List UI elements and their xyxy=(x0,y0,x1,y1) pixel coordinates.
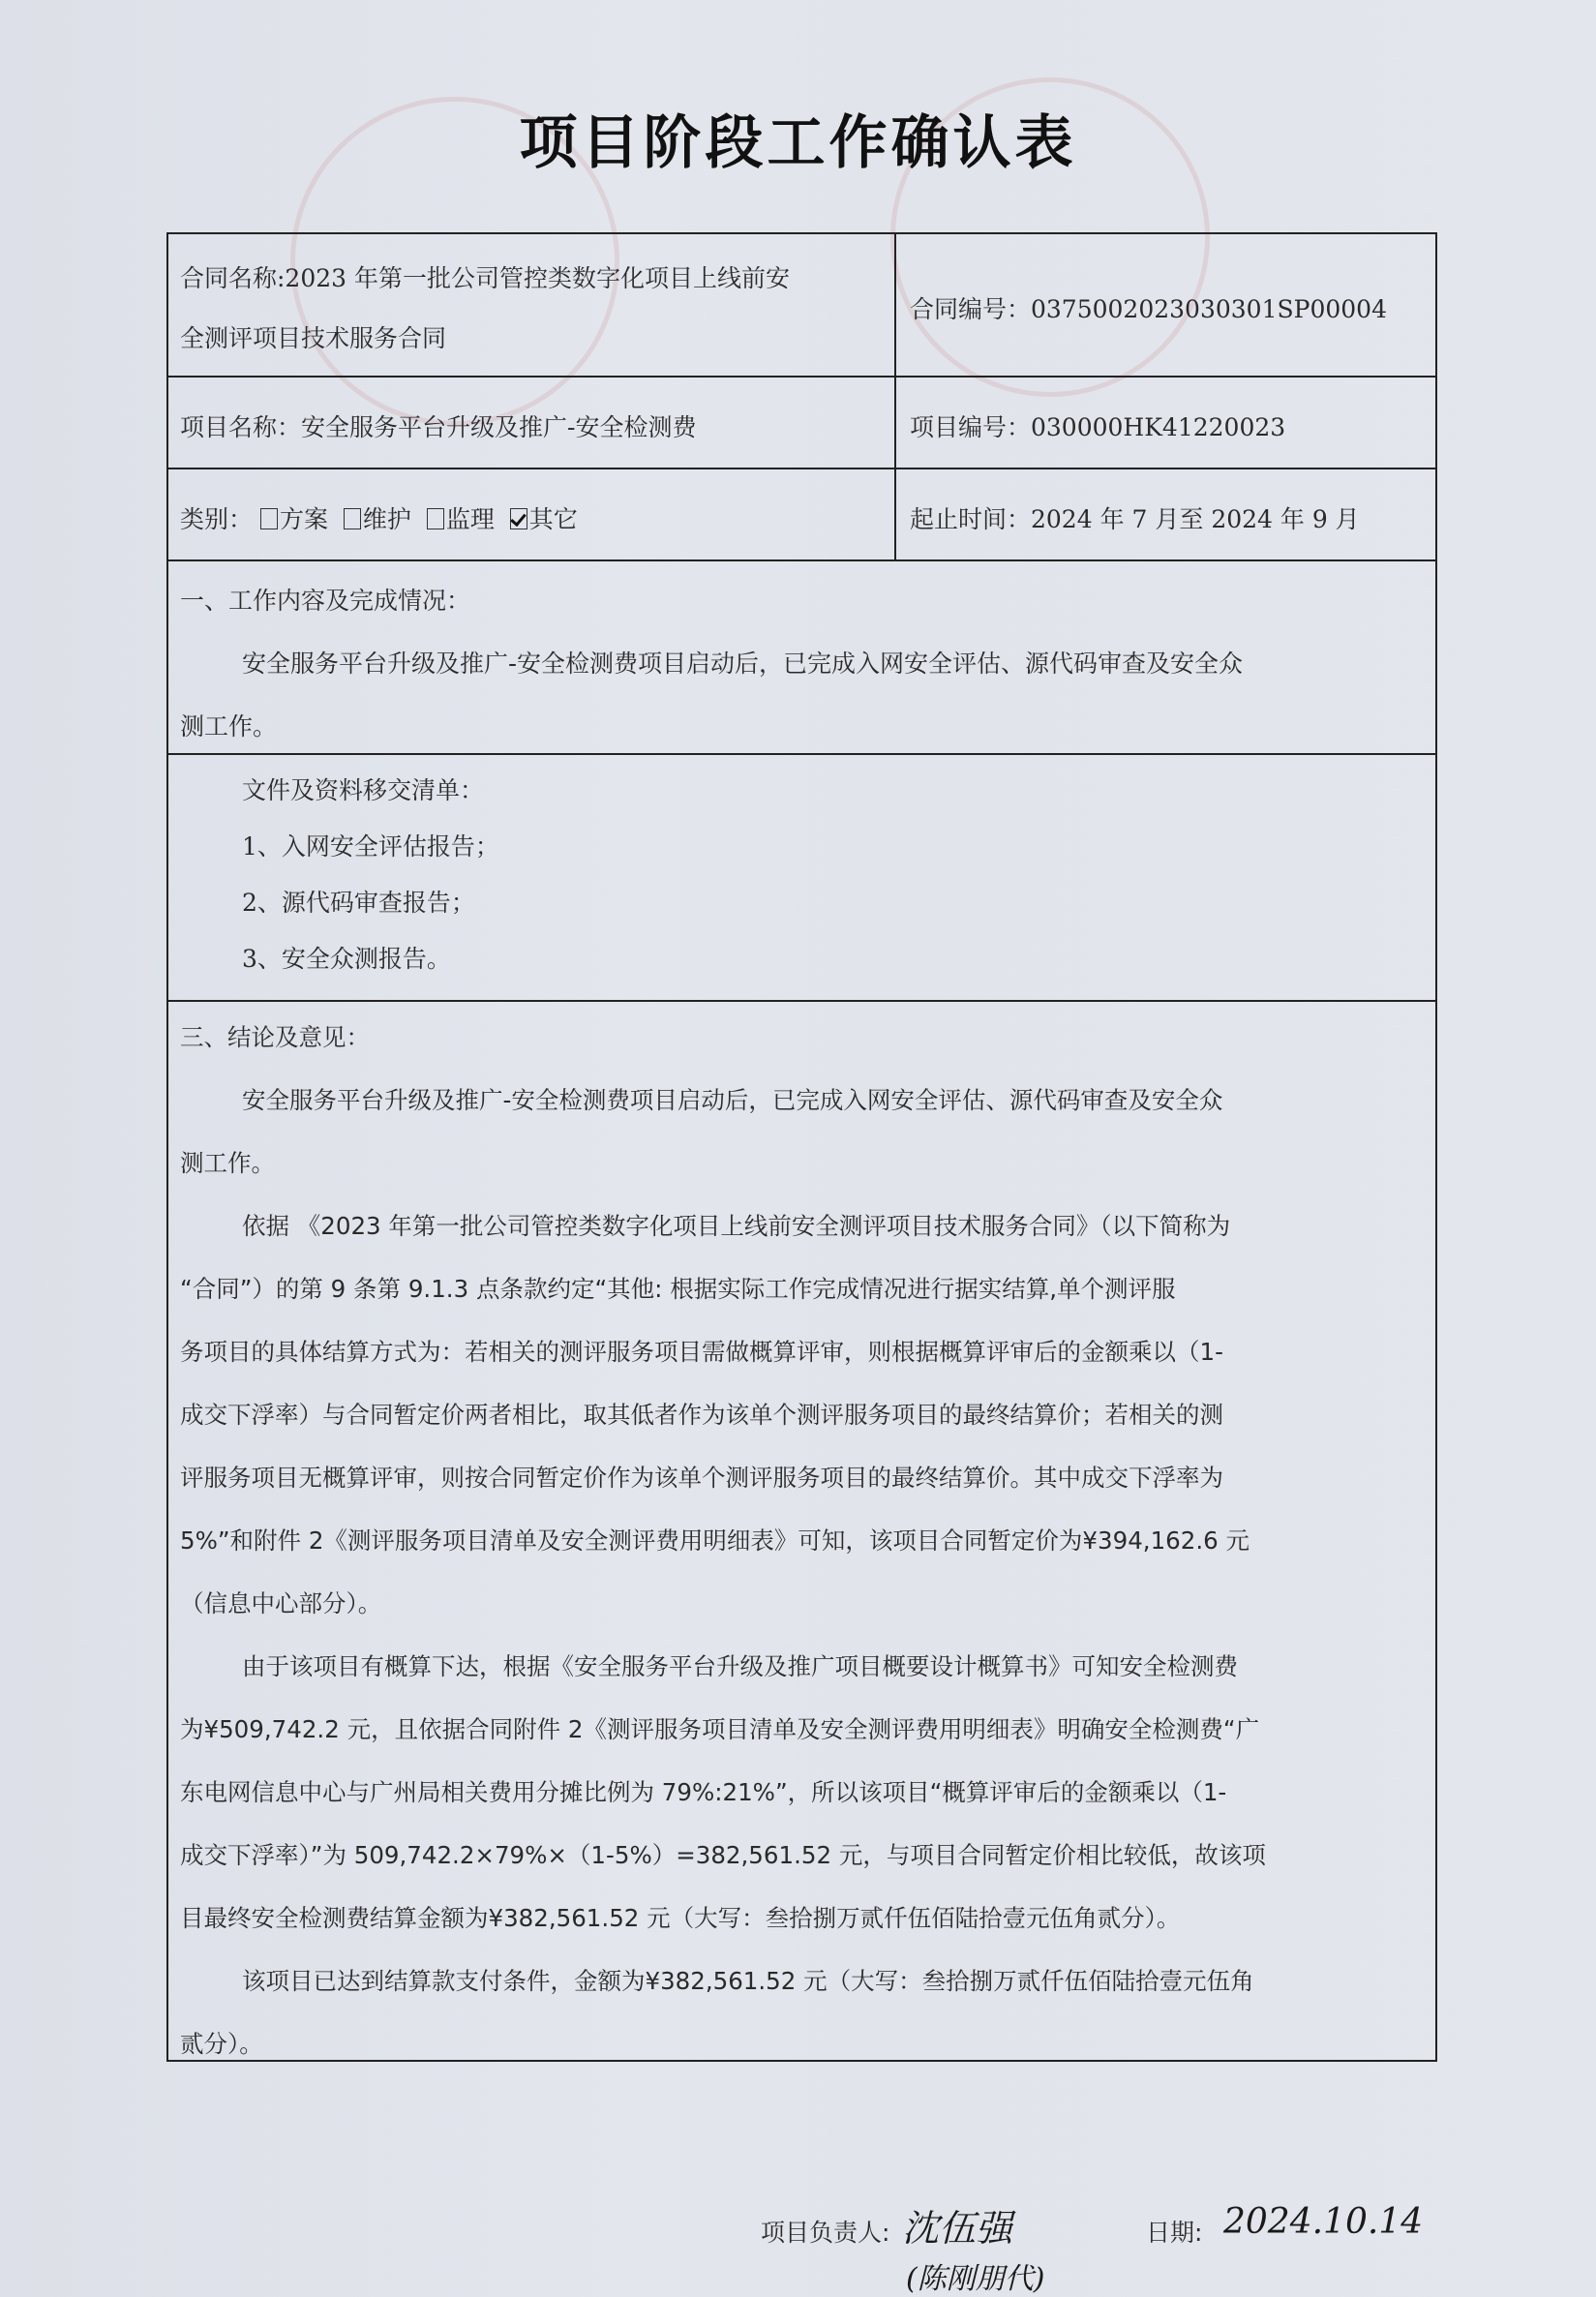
section-work-content xyxy=(168,561,1435,755)
conclusion-p3-line: 成交下浮率）”为 509,742.2×79%×（1-5%）=382,561.52 元，与项目合同暂定价相比较低，故该项 xyxy=(180,1841,1266,1869)
period-cell xyxy=(896,469,1435,559)
checkbox-checked-icon[interactable] xyxy=(510,508,527,529)
project-name: 项目名称：安全服务平台升级及推广-安全检测费 xyxy=(180,413,697,441)
conclusion-p3-line: 东电网信息中心与广州局相关费用分摊比例为 79%:21%”，所以该项目“概算评审后的金额乘以（1- xyxy=(180,1778,1227,1806)
checkbox-icon[interactable] xyxy=(260,508,278,529)
checkbox-icon[interactable] xyxy=(427,508,444,529)
category-label: 类别： xyxy=(180,505,254,533)
conclusion-p1-line: 安全服务平台升级及推广-安全检测费项目启动后，已完成入网安全评估、源代码审查及安全众 xyxy=(242,1086,1223,1114)
deliverable-item: 3、安全众测报告。 xyxy=(242,945,451,973)
owner-signature: 沈伍强 xyxy=(902,2207,1013,2250)
section1-line2: 测工作。 xyxy=(180,712,278,740)
section1-line1: 安全服务平台升级及推广-安全检测费项目启动后，已完成入网安全评估、源代码审查及安全众 xyxy=(242,650,1244,678)
contract-no: 合同编号：0375002023030301SP00004 xyxy=(910,295,1387,323)
contract-name-line2: 全测评项目技术服务合同 xyxy=(180,324,447,352)
row-category xyxy=(168,469,1435,561)
conclusion-p1-line: 测工作。 xyxy=(180,1149,275,1177)
project-no: 项目编号：030000HK41220023 xyxy=(910,413,1286,441)
conclusion-p3-line: 由于该项目有概算下达，根据《安全服务平台升级及推广项目概要设计概算书》可知安全检测费 xyxy=(242,1652,1238,1680)
project-name-cell xyxy=(168,378,896,468)
contract-no-cell xyxy=(896,234,1435,376)
contract-name-line1: 合同名称:2023 年第一批公司管控类数字化项目上线前安 xyxy=(180,264,790,292)
deliverables-heading: 文件及资料移交清单： xyxy=(242,776,485,804)
category-option-plan[interactable]: 方案 xyxy=(260,505,328,533)
conclusion-p2-line: 务项目的具体结算方式为：若相关的测评服务项目需做概算评审，则根据概算评审后的金额乘以（1- xyxy=(180,1338,1223,1366)
section1-heading: 一、工作内容及完成情况： xyxy=(180,587,471,615)
section-deliverables xyxy=(168,755,1435,1002)
conclusion-p4-line: 该项目已达到结算款支付条件，金额为¥382,561.52 元（大写：叁拾捌万贰仟伍佰陆拾壹元伍角 xyxy=(242,1967,1254,1995)
conclusion-p4-line: 贰分）。 xyxy=(180,2030,263,2058)
category-option-maintenance[interactable]: 维护 xyxy=(344,505,411,533)
deliverable-item: 1、入网安全评估报告； xyxy=(242,832,499,861)
section3-heading: 三、结论及意见： xyxy=(180,1023,370,1051)
contract-name-cell xyxy=(168,234,896,376)
confirmation-form-table xyxy=(166,232,1437,2296)
row-project xyxy=(168,378,1435,469)
section-conclusions xyxy=(168,1002,1435,2296)
row-contract xyxy=(168,234,1435,378)
period: 起止时间：2024 年 7 月至 2024 年 9 月 xyxy=(910,505,1360,533)
project-no-cell xyxy=(896,378,1435,468)
deliverable-item: 2、源代码审查报告； xyxy=(242,889,475,917)
conclusion-p3-line: 目最终安全检测费结算金额为¥382,561.52 元（大写：叁拾捌万贰仟伍佰陆拾壹元伍角贰分）。 xyxy=(180,1904,1181,1932)
conclusion-p2-line: “合同”）的第 9 条第 9.1.3 点条款约定“其他: 根据实际工作完成情况进行据实结算,单个测评服 xyxy=(180,1275,1176,1303)
conclusion-p2-line: （信息中心部分）。 xyxy=(180,1589,382,1617)
checkbox-icon[interactable] xyxy=(344,508,361,529)
category-option-other[interactable]: 其它 xyxy=(510,505,578,533)
category-option-supervision[interactable]: 监理 xyxy=(427,505,495,533)
owner-label: 项目负责人: xyxy=(761,2219,890,2247)
date-value: 2024.10.14 xyxy=(1223,2202,1424,2242)
category-group xyxy=(180,500,578,535)
proxy-signature: (陈刚朋代) xyxy=(906,2262,1045,2296)
conclusion-p3-line: 为¥509,742.2 元，且依据合同附件 2《测评服务项目清单及安全测评费用明细表》明确安全检测费“广 xyxy=(180,1715,1260,1743)
date-label: 日期: xyxy=(1146,2219,1203,2247)
conclusion-p2-line: 成交下浮率）与合同暂定价两者相比，取其低者作为该单个测评服务项目的最终结算价；若相关的测 xyxy=(180,1401,1223,1429)
category-cell xyxy=(168,469,896,559)
conclusion-p2-line: 评服务项目无概算评审，则按合同暂定价作为该单个测评服务项目的最终结算价。其中成交下浮率为 xyxy=(180,1464,1223,1492)
document-title: 项目阶段工作确认表 xyxy=(519,109,1077,177)
conclusion-p2-line: 5%”和附件 2《测评服务项目清单及安全测评费用明细表》可知，该项目合同暂定价为¥394,162.6 元 xyxy=(180,1526,1250,1555)
conclusion-p2-line: 依据 《2023 年第一批公司管控类数字化项目上线前安全测评项目技术服务合同》（以下简称为 xyxy=(242,1212,1231,1240)
